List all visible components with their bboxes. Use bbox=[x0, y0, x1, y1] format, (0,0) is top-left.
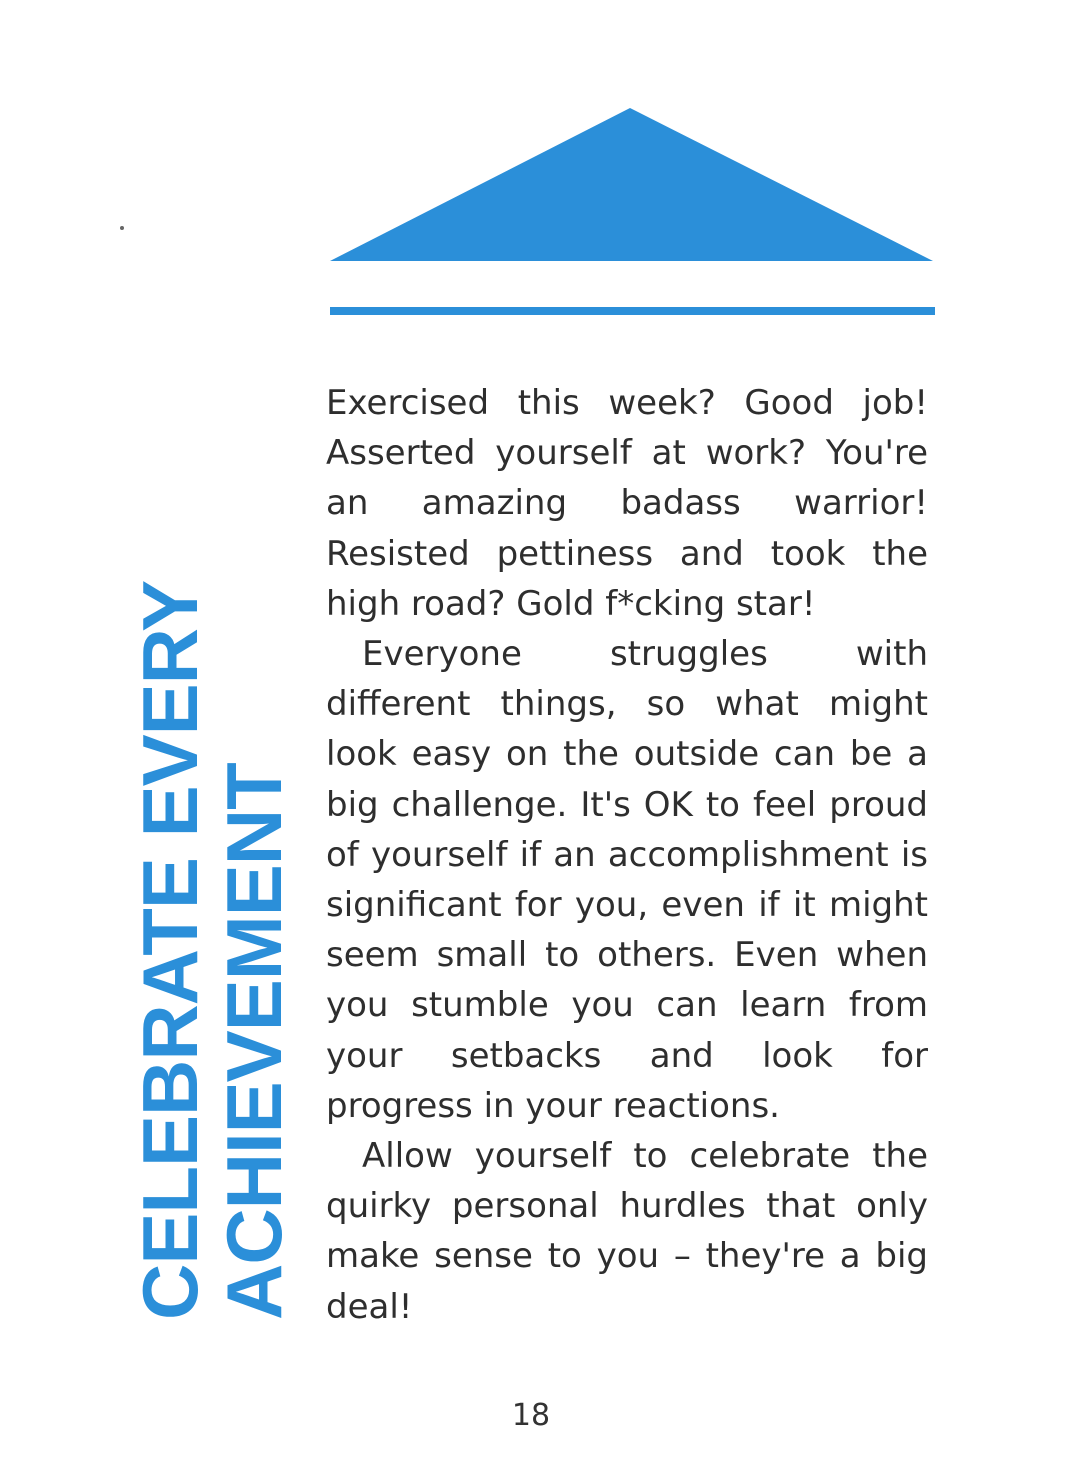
body-text bbox=[326, 378, 928, 1332]
paragraph-2: Everyone struggles with different things, so what might look easy on the outside can be a big challenge. It's OK to feel proud of yourself if an accomplishment is significant for you, even if it might seem small to others. Even when you stumble you can learn from your setbacks and look for progress in your reactions. bbox=[326, 634, 928, 1126]
paragraph-1: Exercised this week? Good job! Asserted yourself at work? You're an amazing badass warrior! Resisted pettiness and took the high road? Gold f*cking star! bbox=[326, 383, 928, 624]
page-title bbox=[128, 540, 296, 1320]
paragraph-3: Allow yourself to celebrate the quirky personal hurdles that only make sense to you – they're a big deal! bbox=[326, 1136, 928, 1327]
title-line-1: CELEBRATE EVERY bbox=[126, 580, 214, 1320]
white-band bbox=[330, 261, 935, 269]
blue-triangle bbox=[330, 108, 933, 261]
blue-underline bbox=[330, 307, 935, 315]
triangle-graphic bbox=[330, 108, 935, 323]
page-number: 18 bbox=[511, 1398, 551, 1433]
print-speck bbox=[120, 226, 124, 230]
title-line-2: ACHIEVEMENT bbox=[210, 763, 298, 1320]
